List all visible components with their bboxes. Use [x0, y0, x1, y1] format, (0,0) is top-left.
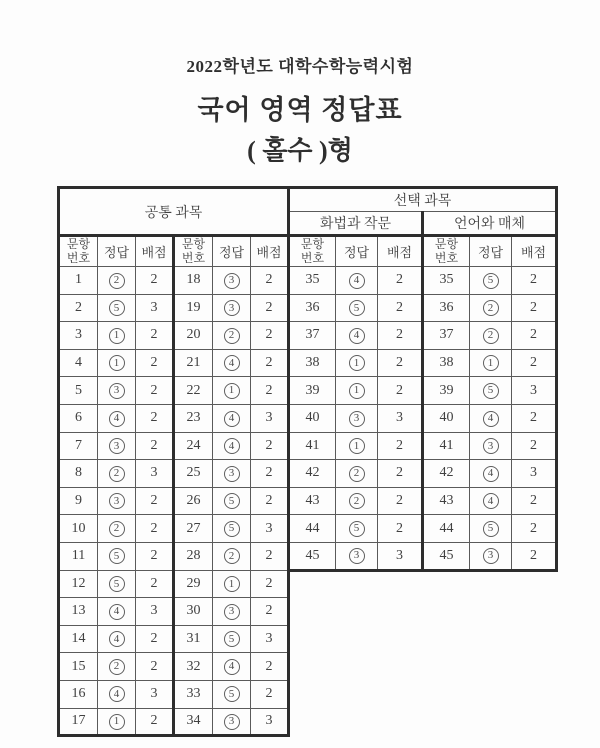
- question-cell: 42: [423, 460, 470, 488]
- label-line: 문항: [181, 236, 206, 251]
- answer-cell: [213, 487, 251, 515]
- points-cell: 2: [136, 570, 174, 598]
- question-number-label: [60, 238, 97, 266]
- question-cell: 38: [423, 349, 470, 377]
- question-cell: 41: [289, 432, 336, 460]
- answer-cell: [336, 377, 378, 405]
- circled-answer: 5: [224, 686, 240, 702]
- points-cell: 2: [512, 322, 557, 350]
- question-cell: 32: [174, 653, 213, 681]
- points-cell: 2: [378, 349, 423, 377]
- question-cell: 13: [59, 598, 98, 626]
- question-cell: 43: [289, 487, 336, 515]
- circled-answer: 3: [349, 548, 365, 564]
- section-header-elective: 선택 과목: [289, 188, 557, 212]
- answer-cell: [336, 267, 378, 295]
- answer-cell: [213, 625, 251, 653]
- empty-region: [289, 708, 557, 736]
- circled-answer: 4: [224, 659, 240, 675]
- question-cell: 30: [174, 598, 213, 626]
- circled-answer: 2: [349, 466, 365, 482]
- table-row: [59, 515, 557, 543]
- answer-cell: [336, 432, 378, 460]
- answer-cell: [213, 542, 251, 570]
- empty-region: [289, 653, 557, 681]
- question-cell: 7: [59, 432, 98, 460]
- answer-cell: [213, 680, 251, 708]
- question-cell: 44: [289, 515, 336, 543]
- question-cell: 22: [174, 377, 213, 405]
- answer-cell: [213, 404, 251, 432]
- answer-cell: [213, 322, 251, 350]
- points-cell: 2: [251, 542, 289, 570]
- subject-header-language-media: 언어와 매체: [423, 212, 557, 236]
- table-row: [59, 349, 557, 377]
- label-line: 번호: [434, 250, 459, 265]
- question-number-label: [424, 238, 469, 266]
- question-cell: 29: [174, 570, 213, 598]
- points-cell: 2: [136, 708, 174, 736]
- question-cell: 45: [423, 542, 470, 570]
- answer-cell: [98, 653, 136, 681]
- points-cell: 2: [512, 349, 557, 377]
- points-cell: 3: [251, 515, 289, 543]
- circled-answer: 4: [224, 411, 240, 427]
- question-cell: 27: [174, 515, 213, 543]
- column-header-answer: 정답: [470, 236, 512, 267]
- question-number-label: [290, 238, 335, 266]
- question-cell: 19: [174, 294, 213, 322]
- question-cell: 12: [59, 570, 98, 598]
- question-cell: 35: [289, 267, 336, 295]
- empty-region: [289, 570, 557, 598]
- question-cell: 39: [289, 377, 336, 405]
- question-cell: 43: [423, 487, 470, 515]
- circled-answer: 5: [483, 521, 499, 537]
- question-cell: 40: [289, 404, 336, 432]
- answer-cell: [336, 349, 378, 377]
- circled-answer: 1: [224, 383, 240, 399]
- table-row: [59, 598, 557, 626]
- answer-cell: [336, 487, 378, 515]
- table-row: [59, 432, 557, 460]
- circled-answer: 1: [224, 576, 240, 592]
- page-title: 국어 영역 정답표: [197, 95, 403, 125]
- empty-region: [289, 625, 557, 653]
- circled-answer: 1: [109, 355, 125, 371]
- answer-cell: [470, 432, 512, 460]
- table-row: [59, 460, 557, 488]
- answer-cell: [213, 708, 251, 736]
- points-cell: 2: [251, 598, 289, 626]
- points-cell: 2: [378, 460, 423, 488]
- column-header-points: 배점: [378, 236, 423, 267]
- answer-cell: [98, 487, 136, 515]
- question-cell: 41: [423, 432, 470, 460]
- question-cell: 11: [59, 542, 98, 570]
- circled-answer: 2: [483, 300, 499, 316]
- column-header-answer: 정답: [98, 236, 136, 267]
- circled-answer: 4: [224, 438, 240, 454]
- points-cell: 3: [251, 625, 289, 653]
- question-cell: 37: [423, 322, 470, 350]
- answer-cell: [470, 294, 512, 322]
- circled-answer: 2: [109, 659, 125, 675]
- points-cell: 2: [136, 625, 174, 653]
- question-cell: 4: [59, 349, 98, 377]
- empty-region: [289, 680, 557, 708]
- circled-answer: 3: [483, 548, 499, 564]
- circled-answer: 5: [109, 300, 125, 316]
- points-cell: 2: [136, 432, 174, 460]
- circled-answer: 5: [483, 273, 499, 289]
- points-cell: 2: [378, 377, 423, 405]
- points-cell: 2: [251, 377, 289, 405]
- answer-cell: [98, 625, 136, 653]
- points-cell: 2: [378, 267, 423, 295]
- question-cell: 44: [423, 515, 470, 543]
- answer-cell: [98, 322, 136, 350]
- column-header-question-number: [59, 236, 98, 267]
- points-cell: 2: [378, 294, 423, 322]
- label-line: 번호: [66, 250, 91, 265]
- answer-cell: [470, 349, 512, 377]
- question-cell: 39: [423, 377, 470, 405]
- question-cell: 16: [59, 680, 98, 708]
- column-header-answer: 정답: [336, 236, 378, 267]
- question-cell: 6: [59, 404, 98, 432]
- circled-answer: 1: [349, 438, 365, 454]
- answer-cell: [336, 542, 378, 570]
- column-header-question-number: [174, 236, 213, 267]
- circled-answer: 4: [109, 411, 125, 427]
- answer-cell: [98, 570, 136, 598]
- points-cell: 3: [378, 542, 423, 570]
- answer-cell: [470, 460, 512, 488]
- answer-cell: [213, 432, 251, 460]
- answer-cell: [98, 404, 136, 432]
- column-header-question-number: [423, 236, 470, 267]
- circled-answer: 1: [483, 355, 499, 371]
- circled-answer: 3: [224, 273, 240, 289]
- answer-key-table: [57, 186, 558, 737]
- question-cell: 37: [289, 322, 336, 350]
- circled-answer: 4: [349, 328, 365, 344]
- points-cell: 2: [378, 515, 423, 543]
- label-line: 번호: [300, 250, 325, 265]
- circled-answer: 4: [109, 686, 125, 702]
- column-header-points: 배점: [251, 236, 289, 267]
- circled-answer: 4: [109, 631, 125, 647]
- circled-answer: 2: [483, 328, 499, 344]
- points-cell: 2: [136, 377, 174, 405]
- circled-answer: 3: [224, 714, 240, 730]
- answer-cell: [336, 460, 378, 488]
- points-cell: 3: [136, 460, 174, 488]
- answer-cell: [98, 542, 136, 570]
- circled-answer: 5: [483, 383, 499, 399]
- answer-cell: [98, 294, 136, 322]
- question-cell: 15: [59, 653, 98, 681]
- form-type: ( 홀수 )형: [247, 136, 353, 165]
- section-header-row: [59, 188, 557, 212]
- points-cell: 2: [512, 542, 557, 570]
- answer-cell: [213, 570, 251, 598]
- points-cell: 3: [251, 404, 289, 432]
- points-cell: 2: [136, 515, 174, 543]
- points-cell: 2: [251, 322, 289, 350]
- circled-answer: 2: [109, 521, 125, 537]
- points-cell: 2: [512, 294, 557, 322]
- table-row: [59, 542, 557, 570]
- answer-cell: [213, 349, 251, 377]
- empty-region: [289, 598, 557, 626]
- answer-cell: [98, 460, 136, 488]
- table-row: [59, 708, 557, 736]
- label-line: 문항: [300, 236, 325, 251]
- circled-answer: 2: [349, 493, 365, 509]
- question-cell: 35: [423, 267, 470, 295]
- column-header-row: [59, 236, 557, 267]
- answer-cell: [470, 515, 512, 543]
- table-row: [59, 487, 557, 515]
- answer-cell: [470, 542, 512, 570]
- table-row: [59, 680, 557, 708]
- points-cell: 3: [512, 460, 557, 488]
- circled-answer: 5: [224, 493, 240, 509]
- points-cell: 2: [251, 487, 289, 515]
- title-block: [0, 52, 600, 167]
- answer-cell: [470, 267, 512, 295]
- table-row: [59, 377, 557, 405]
- question-cell: 1: [59, 267, 98, 295]
- answer-cell: [213, 598, 251, 626]
- circled-answer: 3: [109, 438, 125, 454]
- points-cell: 2: [512, 515, 557, 543]
- circled-answer: 1: [349, 355, 365, 371]
- column-header-answer: 정답: [213, 236, 251, 267]
- points-cell: 2: [251, 267, 289, 295]
- table-row: [59, 570, 557, 598]
- question-cell: 40: [423, 404, 470, 432]
- question-cell: 10: [59, 515, 98, 543]
- points-cell: 2: [136, 322, 174, 350]
- question-cell: 36: [423, 294, 470, 322]
- points-cell: 2: [512, 487, 557, 515]
- question-cell: 25: [174, 460, 213, 488]
- points-cell: 2: [512, 404, 557, 432]
- circled-answer: 4: [483, 493, 499, 509]
- circled-answer: 5: [224, 631, 240, 647]
- answer-cell: [213, 377, 251, 405]
- points-cell: 3: [378, 404, 423, 432]
- circled-answer: 3: [109, 493, 125, 509]
- label-line: 번호: [181, 250, 206, 265]
- points-cell: 2: [136, 349, 174, 377]
- question-cell: 42: [289, 460, 336, 488]
- circled-answer: 1: [109, 328, 125, 344]
- answer-cell: [213, 294, 251, 322]
- points-cell: 2: [251, 653, 289, 681]
- column-header-points: 배점: [512, 236, 557, 267]
- circled-answer: 4: [349, 273, 365, 289]
- table-row: [59, 294, 557, 322]
- points-cell: 2: [136, 267, 174, 295]
- answer-cell: [213, 460, 251, 488]
- circled-answer: 3: [224, 300, 240, 316]
- circled-answer: 5: [349, 300, 365, 316]
- exam-title: 2022학년도 대학수학능력시험: [186, 57, 414, 76]
- table-row: [59, 322, 557, 350]
- points-cell: 2: [512, 267, 557, 295]
- answer-cell: [470, 404, 512, 432]
- points-cell: 2: [251, 570, 289, 598]
- points-cell: 2: [136, 404, 174, 432]
- points-cell: 2: [378, 487, 423, 515]
- question-cell: 18: [174, 267, 213, 295]
- points-cell: 2: [251, 680, 289, 708]
- points-cell: 2: [378, 322, 423, 350]
- label-line: 문항: [434, 236, 459, 251]
- circled-answer: 1: [349, 383, 365, 399]
- label-line: 문항: [66, 236, 91, 251]
- question-cell: 31: [174, 625, 213, 653]
- points-cell: 2: [378, 432, 423, 460]
- points-cell: 3: [512, 377, 557, 405]
- section-header-common: 공통 과목: [59, 188, 289, 236]
- points-cell: 2: [136, 542, 174, 570]
- table-row: [59, 267, 557, 295]
- answer-cell: [98, 377, 136, 405]
- question-cell: 36: [289, 294, 336, 322]
- points-cell: 2: [251, 294, 289, 322]
- points-cell: 3: [136, 294, 174, 322]
- question-cell: 23: [174, 404, 213, 432]
- answer-cell: [213, 267, 251, 295]
- question-cell: 3: [59, 322, 98, 350]
- circled-answer: 1: [109, 714, 125, 730]
- answer-cell: [98, 598, 136, 626]
- question-cell: 20: [174, 322, 213, 350]
- column-header-question-number: [289, 236, 336, 267]
- question-cell: 2: [59, 294, 98, 322]
- question-cell: 5: [59, 377, 98, 405]
- question-cell: 45: [289, 542, 336, 570]
- circled-answer: 5: [109, 576, 125, 592]
- answer-cell: [336, 404, 378, 432]
- question-cell: 33: [174, 680, 213, 708]
- answer-cell: [213, 653, 251, 681]
- question-cell: 38: [289, 349, 336, 377]
- answer-cell: [470, 487, 512, 515]
- circled-answer: 4: [483, 411, 499, 427]
- circled-answer: 5: [224, 521, 240, 537]
- table-row: [59, 404, 557, 432]
- circled-answer: 3: [109, 383, 125, 399]
- answer-cell: [98, 432, 136, 460]
- circled-answer: 5: [349, 521, 365, 537]
- circled-answer: 4: [224, 355, 240, 371]
- points-cell: 3: [136, 598, 174, 626]
- answer-cell: [98, 267, 136, 295]
- circled-answer: 4: [483, 466, 499, 482]
- question-number-label: [175, 238, 212, 266]
- table-row: [59, 653, 557, 681]
- answer-cell: [470, 322, 512, 350]
- question-cell: 8: [59, 460, 98, 488]
- answer-cell: [336, 294, 378, 322]
- question-cell: 17: [59, 708, 98, 736]
- answer-cell: [336, 515, 378, 543]
- circled-answer: 3: [224, 604, 240, 620]
- question-cell: 26: [174, 487, 213, 515]
- points-cell: 2: [251, 432, 289, 460]
- question-cell: 14: [59, 625, 98, 653]
- circled-answer: 2: [109, 466, 125, 482]
- question-cell: 28: [174, 542, 213, 570]
- points-cell: 2: [251, 349, 289, 377]
- column-header-points: 배점: [136, 236, 174, 267]
- circled-answer: 5: [109, 548, 125, 564]
- circled-answer: 3: [483, 438, 499, 454]
- question-cell: 9: [59, 487, 98, 515]
- points-cell: 3: [251, 708, 289, 736]
- answer-cell: [98, 349, 136, 377]
- table-row: [59, 625, 557, 653]
- question-cell: 24: [174, 432, 213, 460]
- points-cell: 2: [136, 487, 174, 515]
- circled-answer: 3: [224, 466, 240, 482]
- points-cell: 2: [251, 460, 289, 488]
- answer-cell: [98, 515, 136, 543]
- circled-answer: 2: [224, 548, 240, 564]
- answer-cell: [213, 515, 251, 543]
- answer-cell: [98, 708, 136, 736]
- circled-answer: 4: [109, 604, 125, 620]
- question-cell: 34: [174, 708, 213, 736]
- points-cell: 2: [512, 432, 557, 460]
- answer-cell: [98, 680, 136, 708]
- circled-answer: 3: [349, 411, 365, 427]
- subject-header-speech-writing: 화법과 작문: [289, 212, 423, 236]
- answer-cell: [470, 377, 512, 405]
- points-cell: 2: [136, 653, 174, 681]
- question-cell: 21: [174, 349, 213, 377]
- points-cell: 3: [136, 680, 174, 708]
- circled-answer: 2: [109, 273, 125, 289]
- answer-cell: [336, 322, 378, 350]
- circled-answer: 2: [224, 328, 240, 344]
